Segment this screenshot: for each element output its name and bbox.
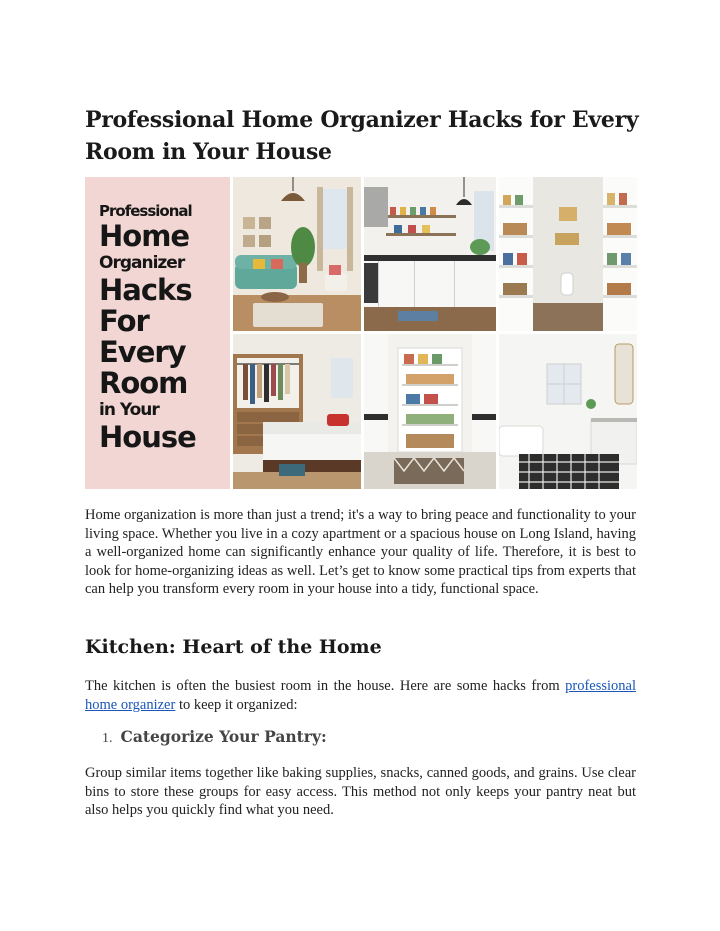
- article-title: Professional Home Organizer Hacks for Every Room in Your House: [85, 107, 639, 165]
- cover-line: Room: [99, 366, 188, 400]
- hero-collage: [85, 177, 637, 489]
- professional-home-organizer-link[interactable]: professional home organizer: [85, 678, 636, 713]
- kitchen-intro-paragraph: [85, 677, 636, 714]
- kitchen-photo: [364, 177, 496, 331]
- pantry-shelves-photo: [499, 177, 637, 331]
- cover-line: For: [99, 304, 149, 338]
- pantry-closet-photo: [364, 334, 496, 489]
- cover-line: Every: [99, 335, 186, 369]
- cover-title: [99, 201, 224, 453]
- cover-line: Professional: [99, 202, 192, 220]
- pantry-step-body: Group similar items together like baking supplies, snacks, canned goods, and grains. Use clear bins to store these groups for easy access. This method not only keeps your pantry neat but also helps you quickly find what you need.: [85, 765, 636, 819]
- kitchen-intro-text-end: to keep it organized:: [175, 696, 298, 713]
- step-title: Categorize Your Pantry:: [120, 727, 327, 746]
- intro-paragraph: Home organization is more than just a trend; it's a way to bring peace and functionality to your living space. Whether you live in a cozy apartment or a spacious house on Long Island, having a well-organized home can significantly enhance your quality of life. Therefore, it is best to look for home-organizing ideas as well. Let’s get to know some practical tips from experts that can help you transform every room in your house into a tidy, functional space.: [85, 507, 636, 598]
- cover-line: Home: [99, 219, 190, 253]
- kitchen-intro-text: The kitchen is often the busiest room in the house. Here are some hacks from: [85, 678, 566, 694]
- cover-line: in Your: [99, 400, 159, 420]
- bathroom-photo: [499, 334, 637, 489]
- kitchen-heading: Kitchen: Heart of the Home: [85, 636, 382, 658]
- pantry-step-heading: [102, 727, 327, 747]
- bedroom-closet-photo: [233, 334, 361, 489]
- cover-line: Organizer: [99, 253, 185, 273]
- living-room-photo: [233, 177, 361, 331]
- cover-line: Hacks: [99, 273, 192, 307]
- cover-panel: [85, 177, 230, 489]
- step-number: 1.: [102, 731, 113, 746]
- cover-line: House: [99, 420, 196, 454]
